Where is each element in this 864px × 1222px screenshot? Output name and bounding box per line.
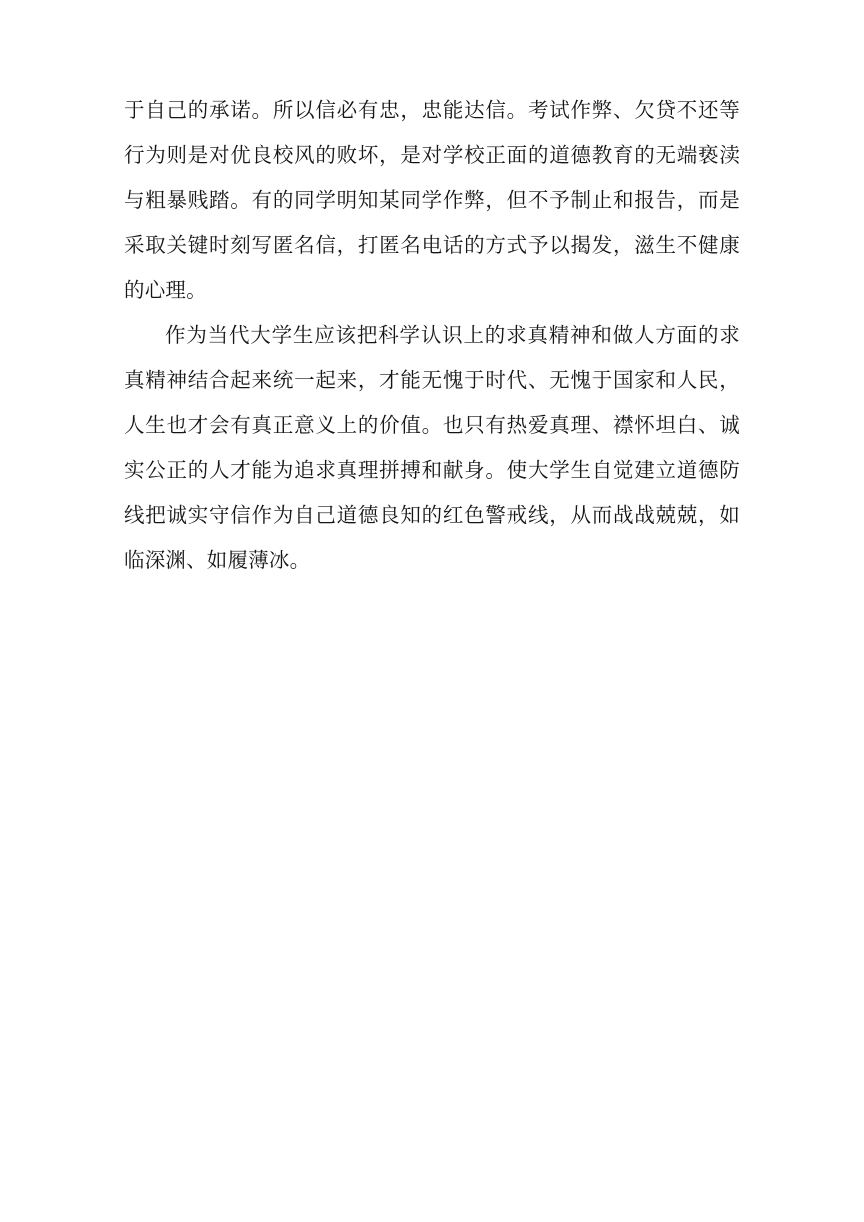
document-body <box>124 88 740 583</box>
paragraph-2: 作为当代大学生应该把科学认识上的求真精神和做人方面的求真精神结合起来统一起来，才能无愧于时代、无愧于国家和人民，人生也才会有真正意义上的价值。也只有热爱真理、襟怀坦白、诚实公正的人才能为追求真理拼搏和献身。使大学生自觉建立道德防线把诚实守信作为自己道德良知的红色警戒线，从而战战兢兢，如临深渊、如履薄冰。 <box>124 323 740 572</box>
paragraph-1: 于自己的承诺。所以信必有忠，忠能达信。考试作弊、欠贷不还等行为则是对优良校风的败坏，是对学校正面的道德教育的无端亵渎与粗暴贱踏。有的同学明知某同学作弊，但不予制止和报告，而是采取关键时刻写匿名信，打匿名电话的方式予以揭发，滋生不健康的心理。 <box>124 98 740 302</box>
